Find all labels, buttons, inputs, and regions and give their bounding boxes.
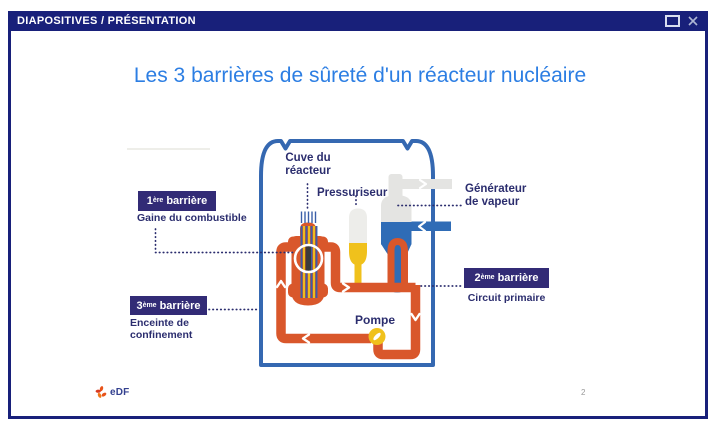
pressurizer [349, 209, 367, 287]
edf-logo-text: eDF [110, 387, 130, 398]
desc-barrier-2: Circuit primaire [467, 292, 546, 304]
feedwater-pipe [407, 222, 451, 232]
desc-barrier-1: Gaine du combustible [137, 212, 247, 224]
badge-barrier-2: 2 ème barrière [464, 268, 549, 288]
slide-page-number: 2 [581, 388, 586, 397]
window-title: DIAPOSITIVES / PRÉSENTATION [17, 15, 196, 27]
label-pompe: Pompe [355, 313, 396, 327]
label-generateur-de-vapeur: Générateur de vapeur [465, 183, 527, 208]
label-pressuriseur: Pressuriseur [317, 187, 388, 199]
slide-title: Les 3 barrières de sûreté d'un réacteur nucléaire [133, 64, 587, 87]
reactor-vessel [288, 212, 328, 306]
edf-logo-icon [94, 385, 109, 400]
desc-barrier-3: Enceinte de confinement [130, 317, 193, 341]
label-cuve-du-reacteur: Cuve du réacteur [285, 152, 331, 177]
control-rods [302, 212, 316, 224]
badge-barrier-3: 3 ème barrière [130, 296, 207, 315]
steam-pipe [395, 180, 452, 192]
edf-logo [94, 385, 130, 400]
highlighted-fuel-rod [306, 246, 312, 272]
pump-icon [369, 328, 386, 345]
badge-barrier-1: 1 ère barrière [138, 191, 216, 211]
